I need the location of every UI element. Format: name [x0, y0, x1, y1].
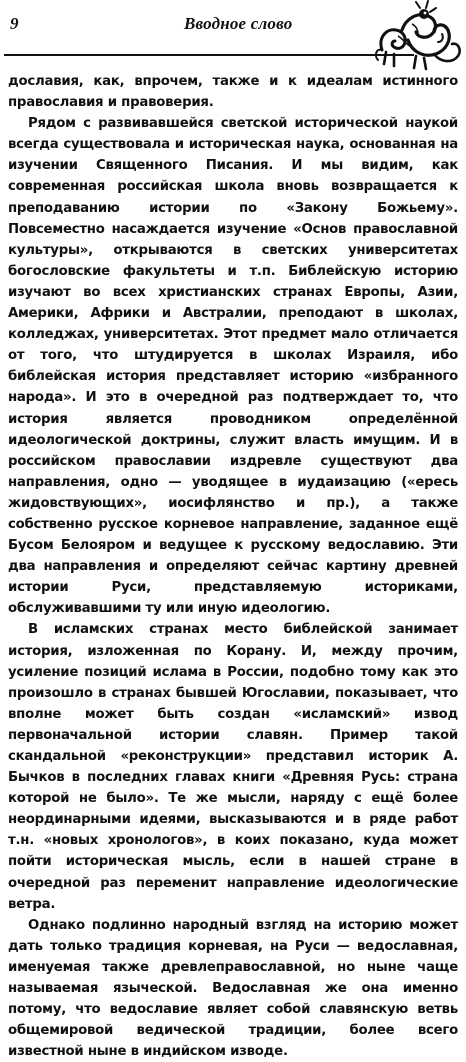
ornament-icon	[372, 0, 464, 70]
page-number: 9	[10, 14, 19, 33]
running-header	[4, 14, 404, 36]
paragraph-continuation: дославия, как, впрочем, также и к идеалам истинного православия и правоверия.	[8, 74, 458, 111]
body-text	[8, 71, 458, 1062]
header-rule	[4, 54, 414, 56]
paragraph: В исламских странах место библейской занимает история, изложенная по Корану. И, между прочим, усиление позиций ислама в России, подобно тому как это произошло в странах бывшей Югославии, показывает, что вполне может быть создан «исламский» извод первоначальной истории славян. Пример такой скандальной «реконструкции» представил историк А. Бычков в последних главах книги «Древняя Русь: страна которой не было». Те же мысли, наряду с ещё более неординарными идеями, высказываются и в ряде работ т.н. «новых хронологов», в коих показано, куда может пойти историческая мысль, если в нашей стране в очередной раз переменит направление идеологические ветра.	[8, 622, 458, 912]
paragraph: Рядом с развивавшейся светской исторической наукой всегда существовала и историческая наука, основанная на изучении Священного Писания. И мы видим, как современная российская школа вновь возвращается к преподаванию истории по «Закону Божьему». Повсеместно насаждается изучение «Основ православной культуры», открываются в светских университетах богословские факультеты и т.п. Библейскую историю изучают во всех христианских странах Европы, Азии, Америки, Африки и Австралии, преподают в школах, колледжах, университетах. Этот предмет мало отличается от того, что штудируется в школах Израиля, ибо библейская история представляет историю «избранного народа». И это в очередной раз подтверждает то, что история является проводником определённой идеологической доктрины, служит власть имущим. И в российском православии издревле существуют два направления, одно — уводящее в иудаизацию («ересь жидовствующих», иосифлянство и пр.), а также собственно русское корневое направление, заданное ещё Бусом Белояром и ведущее к русскому ведославию. Эти два направления и определяют сейчас картину древней истории Руси, представляемую историками, обслуживавшими ту или иную идеологию.	[8, 116, 458, 617]
running-title: Вводное слово	[184, 14, 293, 33]
paragraph: Однако подлинно народный взгляд на историю может дать только традиция корневая, на Руси — ведославная, именуемая также древлеправославной, но ныне чаще называемая языческой. Ведославная же она именно потому, что ведославие являет собой славянскую ветвь общемировой ведической традиции, более всего известной ныне в индийском изводе.	[8, 917, 458, 1060]
